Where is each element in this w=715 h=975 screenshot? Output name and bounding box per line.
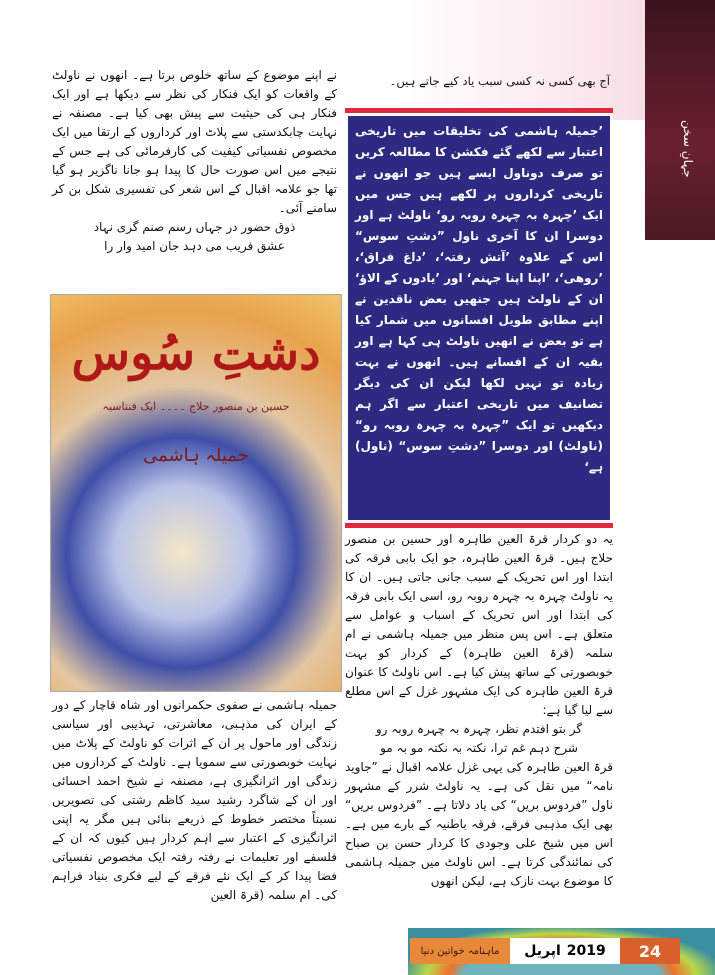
poem-line: عشق فریب می دہد جان امید وار را	[104, 239, 285, 253]
highlight-quote-box	[345, 108, 613, 528]
issue-date	[510, 938, 620, 964]
issue-month: اپریل	[524, 943, 561, 959]
section-label: جہانِ سخن	[681, 120, 695, 178]
book-author: جمیلہ ہاشمی	[143, 445, 249, 466]
paragraph: قرۃ العین طاہرہ کی یہی غزل علامہ اقبال نے ”جاوید نامہ“ میں نقل کی ہے۔ یہ ناولٹ شرر کے مشہور ناول ”فردوس بریں“ کی یاد دلاتا ہے۔ ”فردوس بریں“ بھی ایک مذہبی فرقے، فرقہ باطنیہ کے بارے میں ہے۔ اس میں شیخ علی وجودی کا کردار حسن بن صباح کی نمائندگی کرتا ہے۔ اس ناولٹ میں جمیلہ ہاشمی کا موضوع بہت نازک ہے، لیکن انھوں	[345, 760, 613, 888]
top-note: آج بھی کسی نہ کسی سبب یاد کیے جاتے ہیں۔	[389, 74, 610, 88]
book-subtitle: حسین بن منصور حلاج ۔۔۔۔ ایک فنتاسیہ	[102, 400, 290, 413]
poem-line: گر بتو افتدم نظر، چہرہ بہ چہرہ روبہ رو	[375, 722, 583, 736]
right-column-bottom	[345, 530, 613, 891]
highlight-quote-text: ’جمیلہ ہاشمی کی تخلیقات میں تاریخی اعتبار سے لکھے گئے فکشن کا مطالعہ کریں تو صرف دوناول ایسے ہیں جو انھوں نے تاریخی کرداروں پر لکھے ہیں جس میں ایک ’چہرہ بہ چہرہ روبہ رو‘ ناولٹ ہے اور دوسرا ان کا آخری ناول ”دشتِ سوس“ اس کے علاوہ ’آتش رفتہ‘، ’داغ فراق‘، ’روھی‘، ’اپنا اپنا جہنم‘ اور ’یادوں کے الاؤ‘ ان کے ناولٹ ہیں جنھیں بعض ناقدین نے اپنے مطابق طویل افسانوں میں شمار کیا ہے تو بعض نے انھیں ناولٹ ہی کہا ہے اور بقیہ ان کے افسانے ہیں۔ انھوں نے بہت زیادہ تو نہیں لکھا لیکن ان کی دیگر تصانیف میں تاریخی اعتبار سے اگر ہم دیکھیں تو ایک ”چہرہ بہ چہرہ روبہ رو“ (ناولٹ) اور دوسرا ”دشتِ سوس“ (ناول) ہے‘	[355, 124, 603, 474]
poem-line: ذوق حضور در جہاں رسم صنم گری نہاد	[93, 220, 296, 234]
poem-line: شرح دہم غم ترا، نکتہ بہ نکتہ مو بہ مو	[380, 741, 578, 755]
page-number: 24	[620, 938, 680, 964]
paragraph: یہ دو کردار قرۃ العین طاہرہ اور حسین بن منصور حلاج ہیں۔ قرۃ العین طاہرہ، جو ایک بابی فرقہ کی ابتدا اور اس تحریک کے سبب جانی جاتی ہیں۔ ان کا یہ ناولٹ چہرہ بہ چہرہ روبہ رو، اسی ایک بابی فرقہ کی ابتدا اور اس تحریک کے اسباب و عوامل سے متعلق ہے۔ اس پس منظر میں جمیلہ ہاشمی نے ام سلمہ (قرۃ العین طاہرہ) کے کردار کو بہت خوبصورتی کے ساتھ پیش کیا ہے۔ اس ناولٹ کا عنوان قرۃ العین طاہرہ کی ایک مشہور غزل کے اس مطلع سے لیا گیا ہے:	[345, 532, 613, 717]
left-column-top	[52, 66, 337, 256]
left-column-bottom: جمیلہ ہاشمی نے صفوی حکمرانوں اور شاہ قاچار کے دور کے ایران کی مذہبی، معاشرتی، تہذیبی اور سیاسی زندگی اور ماحول پر ان کے اثرات کو ناولٹ کے پلاٹ میں نہایت خوبصورتی سے سمویا ہے۔ ناولٹ کے کرداروں میں زندگی اور اثرانگیزی ہے، مصنفہ نے شیخ احمد احسائی اور ان کے شاگرد رشید سید کاظم رشتی کی تصویریں نسبتاً مختصر خطوط کے ذریعے بنائی ہیں مگر یہ اپنی اثرانگیزی کے اعتبار سے اہم کردار ہیں کیوں کہ ان کے فلسفے اور تعلیمات نے رفتہ رفتہ ایک مخصوص نفسیاتی فضا پیدا کر کے ایک نئے فرقے کے لیے فکری بنیاد فراہم کی۔ ام سلمہ (قرۃ العین	[52, 698, 337, 902]
section-tab	[645, 0, 715, 240]
paragraph: نے اپنے موضوع کے ساتھ خلوص برتا ہے۔ انھوں نے ناولٹ کے واقعات کو ایک فنکار کی نظر سے دیکھا ہے اور ایک فنکار ہی کی حیثیت سے پیش بھی کیا ہے۔ مصنفہ نے نہایت چابکدستی سے پلاٹ اور کرداروں کے ارتقا میں ایک مخصوص نفسیاتی کیفیت کی کارفرمائی کی ہے جس کے نتیجے میں اس صورت حال کا پیدا ہو جانا ناگزیر ہو گیا تھا جو علامہ اقبال کے اس شعر کی تفسیری شکل بن کر سامنے آئی۔	[52, 68, 337, 215]
magazine-name: ماہنامہ خواتین دنیا	[410, 938, 510, 964]
issue-year: 2019	[566, 943, 606, 959]
book-cover-image	[50, 294, 342, 692]
book-title: دشتِ سُوس	[71, 325, 321, 381]
footer-bar	[410, 938, 680, 964]
